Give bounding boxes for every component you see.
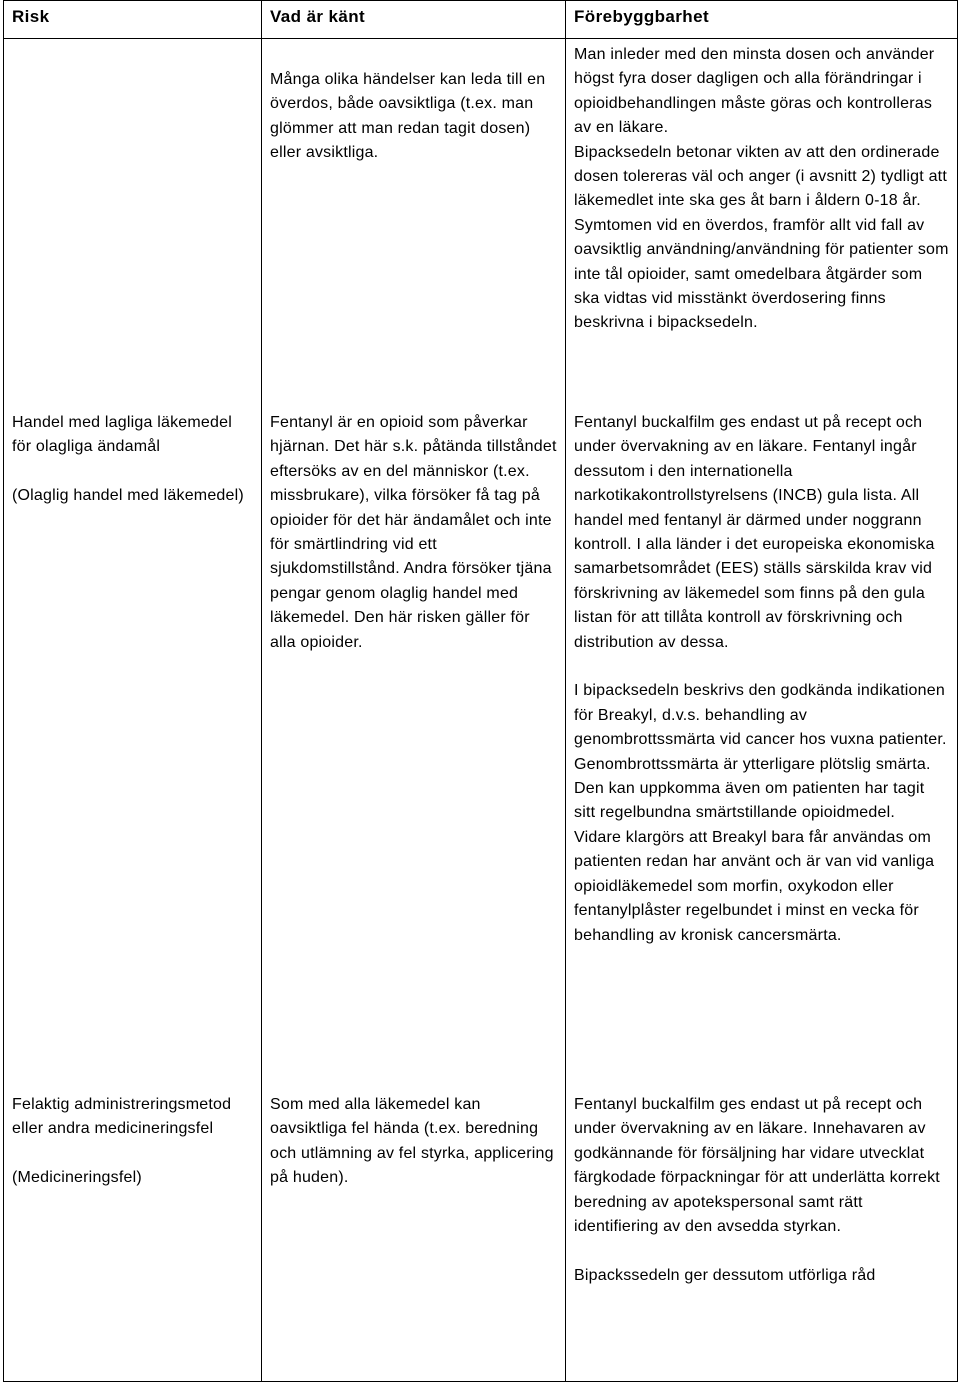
risk-cell <box>4 39 262 1382</box>
risk-medication-error <box>12 1093 253 1191</box>
risk-table <box>3 0 958 1382</box>
prevention-paragraph: Fentanyl buckalfilm ges endast ut på recept och under övervakning av en läkare. Innehavaren av godkännande för försäljning har vidare utvecklat färgkodade förpackningar för att underlätta korrekt beredning av apotekspersonal samt rätt identifiering av den avsedda styrkan. <box>574 1096 940 1236</box>
prevention-paragraph: Vidare klargörs att Breakyl bara får användas om patienten redan har använt och är van vid vanliga opioidläkemedel som morfin, oxykodon eller fentanylplåster regelbundet i minst en vecka för behandling av kronisk cancersmärta. <box>574 828 935 944</box>
risk-alias: (Medicineringsfel) <box>12 1169 142 1187</box>
known-text: Många olika händelser kan leda till en överdos, både oavsiktliga (t.ex. man glömmer att man redan tagit dosen) eller avsiktliga. <box>270 71 546 162</box>
prevention-cell <box>566 39 958 1382</box>
risk-illegal-trade <box>12 411 253 509</box>
risk-title: Felaktig administreringsmetod eller andra medicineringsfel <box>12 1096 232 1138</box>
prevention-illegal-trade <box>574 411 949 948</box>
header-risk: Risk <box>4 1 262 39</box>
prevention-paragraph: I bipacksedeln beskrivs den godkända indikationen för Breakyl, d.v.s. behandling av genombrottssmärta vid cancer hos vuxna patienter. Genombrottssmärta är ytterligare plötslig smärta. Den kan uppkomma även om patienten har tagit sitt regelbundna smärtstillande opioidmedel. <box>574 682 947 822</box>
prevention-paragraph: Man inleder med den minsta dosen och använder högst fyra doser dagligen och alla förändringar i opioidbehandlingen måste göras och kontrolleras av en läkare. <box>574 46 935 137</box>
table-row-overdose <box>4 39 958 1382</box>
known-overdose <box>270 68 557 166</box>
prevention-medication-error <box>574 1093 949 1288</box>
known-text: Fentanyl är en opioid som påverkar hjärnan. Det här s.k. påtända tillståndet eftersöks av en del människor (t.ex. missbrukare), vilka försöker få tag på opioider för det här ändamålet och inte för smärtlindring vid ett sjukdomstillstånd. Andra försöker tjäna pengar genom olaglig handel med läkemedel. Den här risken gäller för alla opioider. <box>270 414 557 651</box>
header-prevention: Förebyggbarhet <box>566 1 958 39</box>
known-medication-error <box>270 1093 557 1191</box>
prevention-paragraph: Bipacksedeln betonar vikten av att den ordinerade dosen tolereras väl och anger (i avsnitt 2) tydligt att läkemedlet inte ska ges åt barn i åldern 0-18 år. <box>574 143 947 210</box>
prevention-overdose <box>574 43 949 336</box>
risk-alias: (Olaglig handel med läkemedel) <box>12 487 244 505</box>
table-header-row <box>4 1 958 39</box>
risk-title: Handel med lagliga läkemedel för olagliga ändamål <box>12 414 232 456</box>
prevention-paragraph: Fentanyl buckalfilm ges endast ut på recept och under övervakning av en läkare. Fentanyl ingår dessutom i den internationella narkotikakontrollstyrelsens (INCB) gula lista. All handel med fentanyl är därmed under noggrann kontroll. I alla länder i det europeiska ekonomiska samarbetsområdet (EES) ställs särskilda krav vid förskrivning av läkemedel som finns på den gula listan för att tillåta kontroll av förskrivning och distribution av dessa. <box>574 414 935 651</box>
known-cell <box>262 39 566 1382</box>
known-illegal-trade <box>270 411 557 655</box>
header-known: Vad är känt <box>262 1 566 39</box>
known-text: Som med alla läkemedel kan oavsiktliga fel hända (t.ex. beredning och utlämning av fel styrka, applicering på huden). <box>270 1096 554 1187</box>
prevention-paragraph: Bipackssedeln ger dessutom utförliga råd <box>574 1266 876 1284</box>
prevention-paragraph: Symtomen vid en överdos, framför allt vid fall av oavsiktlig användning/användning för patienter som inte tål opioider, samt omedelbara åtgärder som ska vidtas vid misstänkt överdosering finns beskrivna i bipacksedeln. <box>574 216 949 332</box>
